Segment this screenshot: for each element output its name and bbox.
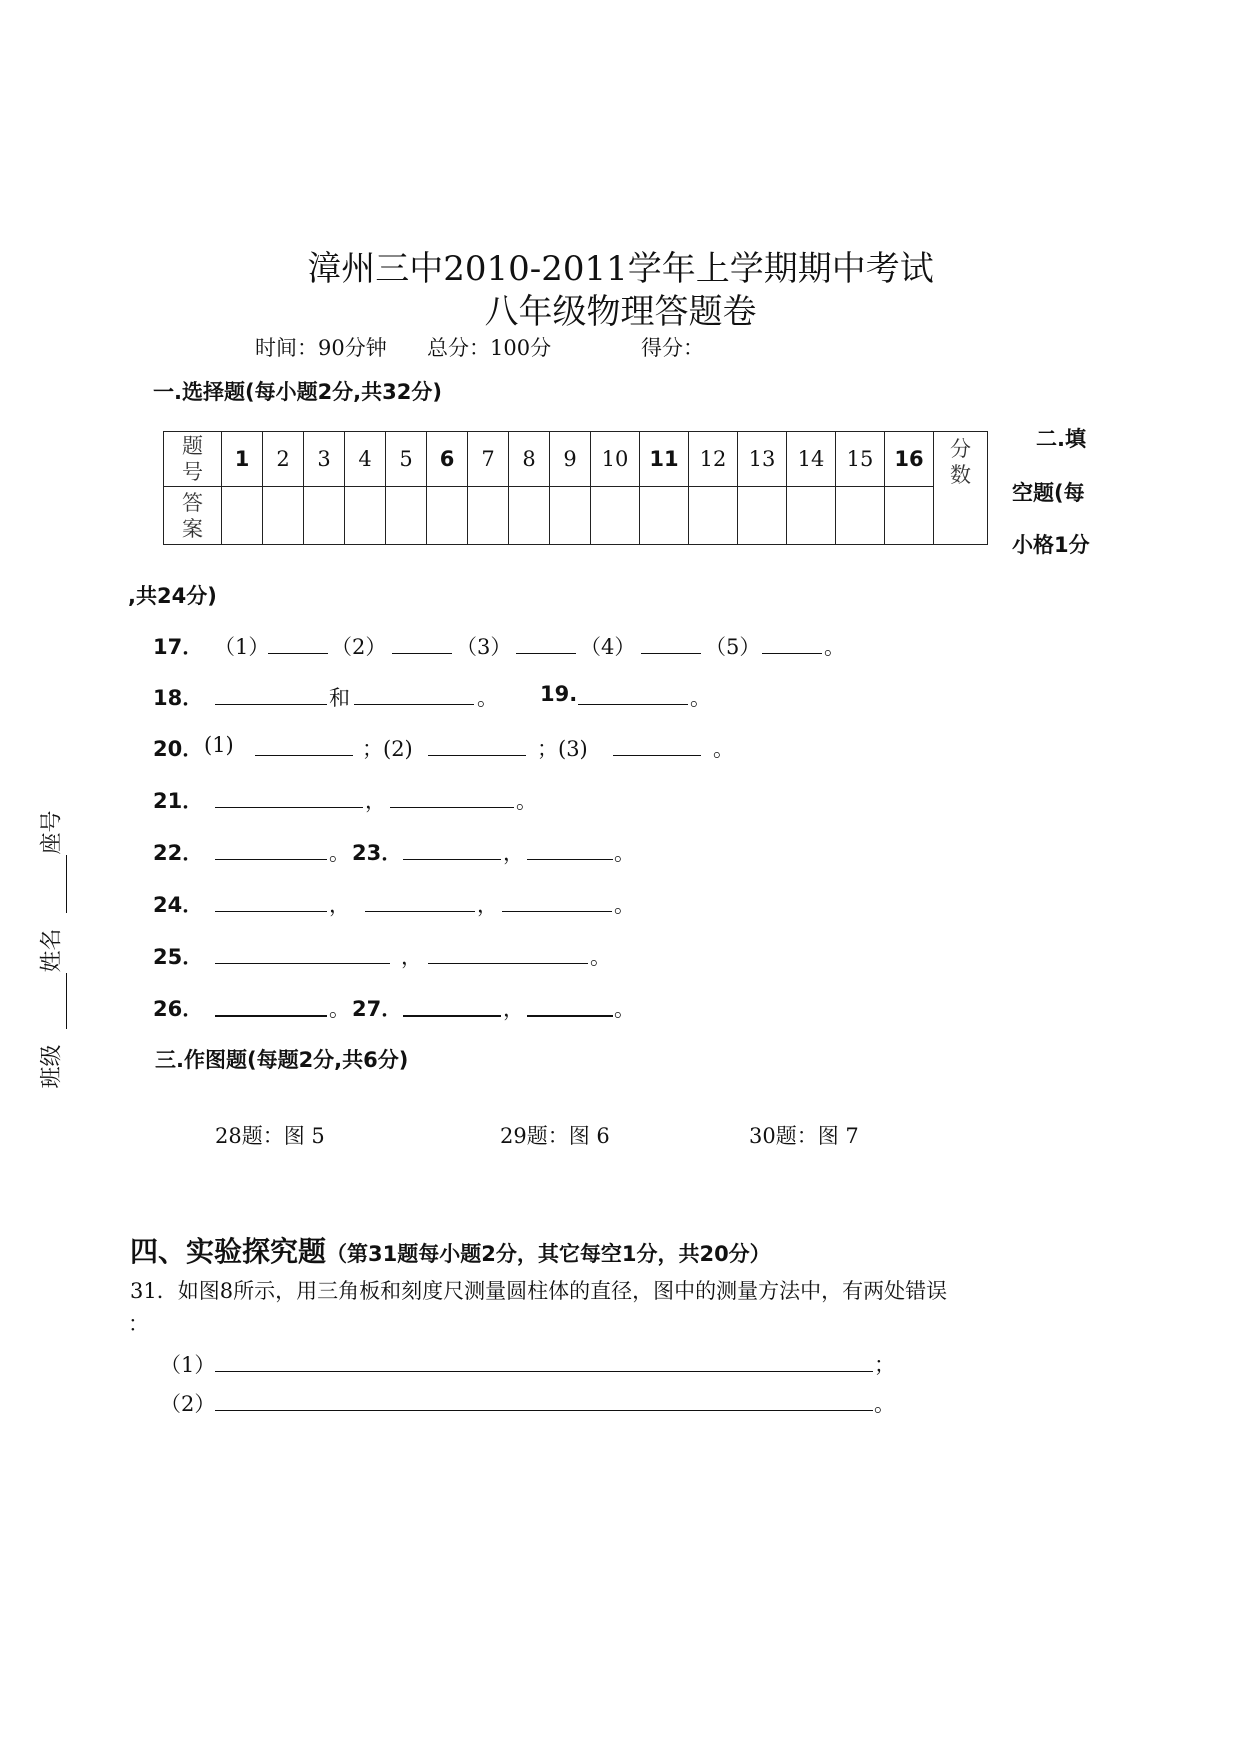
q17-blank[interactable] — [762, 631, 822, 654]
q27-blank[interactable] — [403, 993, 501, 1017]
section3-heading: 三.作图题(每题2分,共6分) — [155, 1048, 409, 1072]
row-label-number: 题 号 — [164, 432, 222, 487]
question-number: 6 — [427, 432, 468, 487]
question-number: 12 — [689, 432, 738, 487]
class-label: 班级 — [39, 1044, 65, 1089]
q17-blank[interactable] — [641, 631, 701, 654]
q20-blank[interactable] — [428, 733, 526, 756]
question-number: 10 — [591, 432, 640, 487]
q24-blank[interactable] — [365, 889, 475, 912]
q18-end: 。 — [477, 686, 498, 710]
exam-time: 时间：90分钟 — [255, 336, 387, 360]
q18-number: 18． — [153, 686, 204, 710]
q31-item-1 — [0, 1349, 1241, 1379]
q25-blank[interactable] — [428, 941, 588, 964]
binding-margin — [20, 805, 80, 1089]
answer-cell[interactable] — [509, 487, 550, 545]
question-25 — [0, 941, 1241, 971]
q27-blank[interactable] — [527, 993, 613, 1017]
answer-cell[interactable] — [386, 487, 427, 545]
q24-end: 。 — [614, 893, 635, 917]
section2-heading-part: ,共24分) — [128, 584, 217, 608]
seat-blank-line[interactable] — [66, 855, 67, 913]
q21-blank[interactable] — [390, 785, 514, 808]
q21-sep: ， — [365, 789, 386, 813]
q27-number: 27． — [352, 997, 403, 1021]
q17-blank[interactable] — [268, 631, 328, 654]
q20-blank[interactable] — [613, 733, 701, 756]
q22-number: 22． — [153, 841, 204, 865]
q22-end: 。 — [329, 841, 350, 865]
q31-blank[interactable] — [215, 1349, 873, 1372]
q17-number: 17． — [153, 635, 204, 659]
q17-item: （4） — [580, 635, 636, 659]
q20-item: (1) — [204, 733, 234, 757]
exam-score: 得分： — [641, 336, 704, 360]
name-blank-line[interactable] — [66, 973, 67, 1029]
question-number: 2 — [263, 432, 304, 487]
drawing-item: 29题：图 6 — [500, 1124, 610, 1148]
question-20 — [0, 733, 1241, 763]
q19-end: 。 — [690, 686, 711, 710]
section4-heading — [130, 1230, 771, 1270]
question-number: 1 — [222, 432, 263, 487]
q26-blank[interactable] — [215, 993, 327, 1017]
answer-cell[interactable] — [427, 487, 468, 545]
q25-blank[interactable] — [215, 941, 390, 964]
question-number: 3 — [304, 432, 345, 487]
q31-end: ； — [874, 1353, 895, 1377]
question-18-19 — [0, 682, 1241, 712]
answer-cell[interactable] — [885, 487, 934, 545]
question-number: 14 — [787, 432, 836, 487]
q24-blank[interactable] — [215, 889, 327, 912]
q23-blank[interactable] — [403, 837, 501, 860]
question-number: 4 — [345, 432, 386, 487]
question-number: 13 — [738, 432, 787, 487]
answer-cell[interactable] — [222, 487, 263, 545]
q21-number: 21． — [153, 789, 204, 813]
q18-blank[interactable] — [354, 682, 474, 705]
question-number: 7 — [468, 432, 509, 487]
question-21 — [0, 785, 1241, 815]
q31-item-2 — [0, 1388, 1241, 1418]
q18-mid: 和 — [329, 686, 350, 710]
answer-cell[interactable] — [787, 487, 836, 545]
drawing-item: 30题：图 7 — [749, 1124, 859, 1148]
question-24 — [0, 889, 1241, 919]
answer-table — [163, 431, 988, 545]
q27-sep: ， — [503, 997, 524, 1021]
q17-end: 。 — [824, 635, 845, 659]
answer-cell[interactable] — [304, 487, 345, 545]
name-label: 姓名 — [39, 928, 65, 973]
q20-item: ；(2) — [362, 737, 413, 761]
q25-end: 。 — [590, 945, 611, 969]
q20-end: 。 — [713, 737, 734, 761]
q24-number: 24． — [153, 893, 204, 917]
q20-blank[interactable] — [255, 733, 353, 756]
question-22-23 — [0, 837, 1241, 867]
q31-label: （1） — [160, 1353, 216, 1377]
section2-heading-part: 小格1分 — [1012, 533, 1090, 557]
q17-item: （1） — [214, 635, 270, 659]
q23-number: 23． — [352, 841, 403, 865]
exam-total: 总分：100分 — [427, 336, 552, 360]
q25-number: 25． — [153, 945, 204, 969]
section2-heading-part: 二.填 — [1036, 427, 1086, 451]
q21-end: 。 — [516, 789, 537, 813]
section4-heading-main: 四、实验探究题 — [130, 1235, 327, 1268]
q19-blank[interactable] — [578, 682, 688, 705]
answer-cell[interactable] — [640, 487, 689, 545]
drawing-item: 28题：图 5 — [215, 1124, 325, 1148]
q21-blank[interactable] — [215, 785, 363, 808]
q17-blank[interactable] — [392, 631, 452, 654]
q26-number: 26． — [153, 997, 204, 1021]
section4-heading-sub: （第31题每小题2分，其它每空1分，共20分） — [326, 1242, 771, 1266]
q17-item: （3） — [456, 635, 512, 659]
q17-blank[interactable] — [516, 631, 576, 654]
q20-number: 20． — [153, 737, 204, 761]
section1-heading: 一.选择题(每小题2分,共32分) — [153, 380, 442, 404]
question-26-27 — [0, 993, 1241, 1023]
q31-colon: ： — [128, 1312, 149, 1336]
q31-blank[interactable] — [215, 1388, 873, 1411]
question-number: 5 — [386, 432, 427, 487]
q31-text: 31．如图8所示，用三角板和刻度尺测量圆柱体的直径，图中的测量方法中，有两处错误 — [130, 1279, 948, 1303]
answer-cell[interactable] — [345, 487, 386, 545]
q31-end: 。 — [874, 1392, 895, 1416]
question-number: 15 — [836, 432, 885, 487]
answer-cell[interactable] — [263, 487, 304, 545]
question-number: 8 — [509, 432, 550, 487]
q26-end: 。 — [329, 997, 350, 1021]
q23-blank[interactable] — [527, 837, 613, 860]
row-label-answer: 答 案 — [164, 487, 222, 545]
question-number: 9 — [550, 432, 591, 487]
q17-item: （2） — [331, 635, 387, 659]
answer-cell[interactable] — [738, 487, 787, 545]
answer-cell[interactable] — [591, 487, 640, 545]
section2-heading-part: 空题(每 — [1012, 481, 1085, 505]
exam-subtitle: 八年级物理答题卷 — [484, 292, 757, 332]
answer-cell[interactable] — [468, 487, 509, 545]
q24-sep: ， — [329, 893, 350, 917]
q25-sep: ， — [401, 945, 422, 969]
answer-cell[interactable] — [836, 487, 885, 545]
answer-cell[interactable] — [550, 487, 591, 545]
q27-end: 。 — [614, 997, 635, 1021]
q23-sep: ， — [503, 841, 524, 865]
q24-sep: ， — [477, 893, 498, 917]
q19-number: 19. — [540, 682, 578, 706]
seat-label: 座号 — [39, 810, 65, 855]
question-17 — [0, 631, 1241, 661]
question-number: 16 — [885, 432, 934, 487]
q17-item: （5） — [705, 635, 761, 659]
q22-blank[interactable] — [215, 837, 327, 860]
q31-label: （2） — [160, 1392, 216, 1416]
q24-blank[interactable] — [502, 889, 612, 912]
q20-item: ；(3) — [537, 737, 588, 761]
q18-blank[interactable] — [215, 682, 327, 705]
question-number: 11 — [640, 432, 689, 487]
q23-end: 。 — [614, 841, 635, 865]
score-cell[interactable]: 分 数 — [934, 432, 988, 545]
exam-title: 漳州三中2010-2011学年上学期期中考试 — [307, 249, 934, 289]
answer-cell[interactable] — [689, 487, 738, 545]
